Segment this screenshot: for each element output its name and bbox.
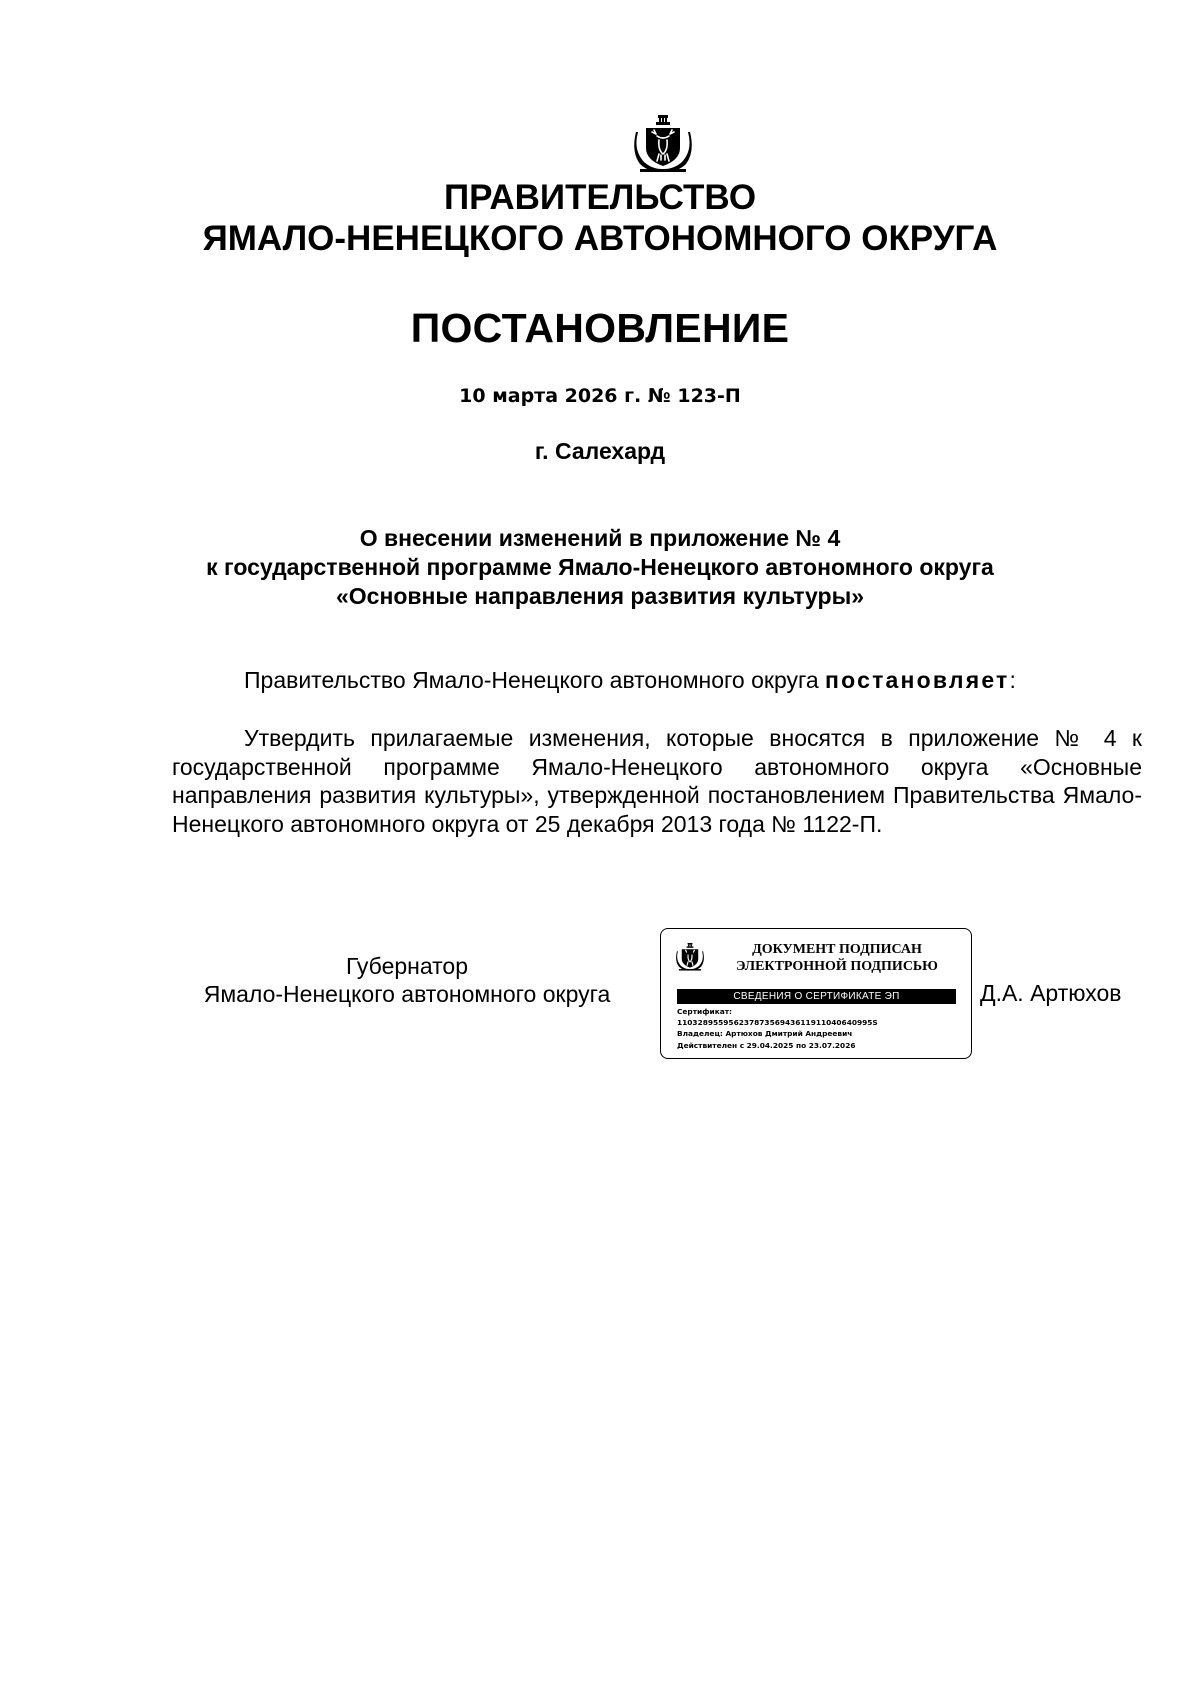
decree-intro-suffix: : (1009, 667, 1016, 693)
decree-intro-prefix: Правительство Ямало-Ненецкого автономного округа (244, 667, 826, 693)
decree-verb: постановляет (825, 667, 1010, 693)
stamp-title-line1: ДОКУМЕНТ ПОДПИСАН (752, 942, 922, 957)
document-subject (0, 524, 1200, 611)
stamp-cert-number: 11032895595623787356943611911040640995S (677, 1018, 878, 1028)
subject-line3: «Основные направления развития культуры» (335, 583, 865, 609)
coat-of-arms-icon (632, 114, 694, 174)
signatory-title-line1: Губернатор (345, 953, 469, 979)
stamp-validity: Действителен с 29.04.2025 по 23.07.2026 (677, 1040, 856, 1050)
organization-title-line2: ЯМАЛО-НЕНЕЦКОГО АВТОНОМНОГО ОКРУГА (202, 219, 998, 258)
subject-line2: к государственной программе Ямало-Ненецкого автономного округа (206, 554, 994, 580)
decree-paragraph: Утвердить прилагаемые изменения, которые вносятся в приложение № 4 к государственной программе Ямало-Ненецкого автономного округа «Основные направления развития культуры», утвержденной постановлением Правительства Ямало-Ненецкого автономного округа от 25 декабря 2013 года № 1122-П. (172, 725, 1142, 837)
signatory-title-line2: Ямало-Ненецкого автономного округа (203, 981, 611, 1007)
stamp-title (713, 941, 961, 975)
organization-title-line1: ПРАВИТЕЛЬСТВО (443, 178, 757, 217)
stamp-certificate-details (677, 1006, 962, 1051)
decree-intro (172, 666, 1142, 695)
stamp-title-line2: ЭЛЕКТРОННОЙ ПОДПИСЬЮ (736, 959, 938, 974)
subject-line1: О внесении изменений в приложение № 4 (359, 525, 841, 551)
date-and-number: 10 марта 2026 г. № 123-П (459, 385, 741, 407)
stamp-coat-of-arms-icon (675, 939, 705, 975)
stamp-certificate-bar: СВЕДЕНИЯ О СЕРТИФИКАТЕ ЭП (677, 989, 956, 1004)
document-type: ПОСТАНОВЛЕНИЕ (410, 305, 790, 351)
stamp-owner: Владелец: Артюхов Дмитрий Андреевич (677, 1029, 853, 1039)
signatory-title (172, 952, 642, 1008)
city: г. Салехард (534, 438, 666, 464)
stamp-cert-label: Сертификат: (677, 1007, 732, 1016)
signatory-name: Д.А. Артюхов (980, 980, 1122, 1006)
organization-title (0, 177, 1200, 259)
electronic-signature-stamp (660, 928, 972, 1059)
